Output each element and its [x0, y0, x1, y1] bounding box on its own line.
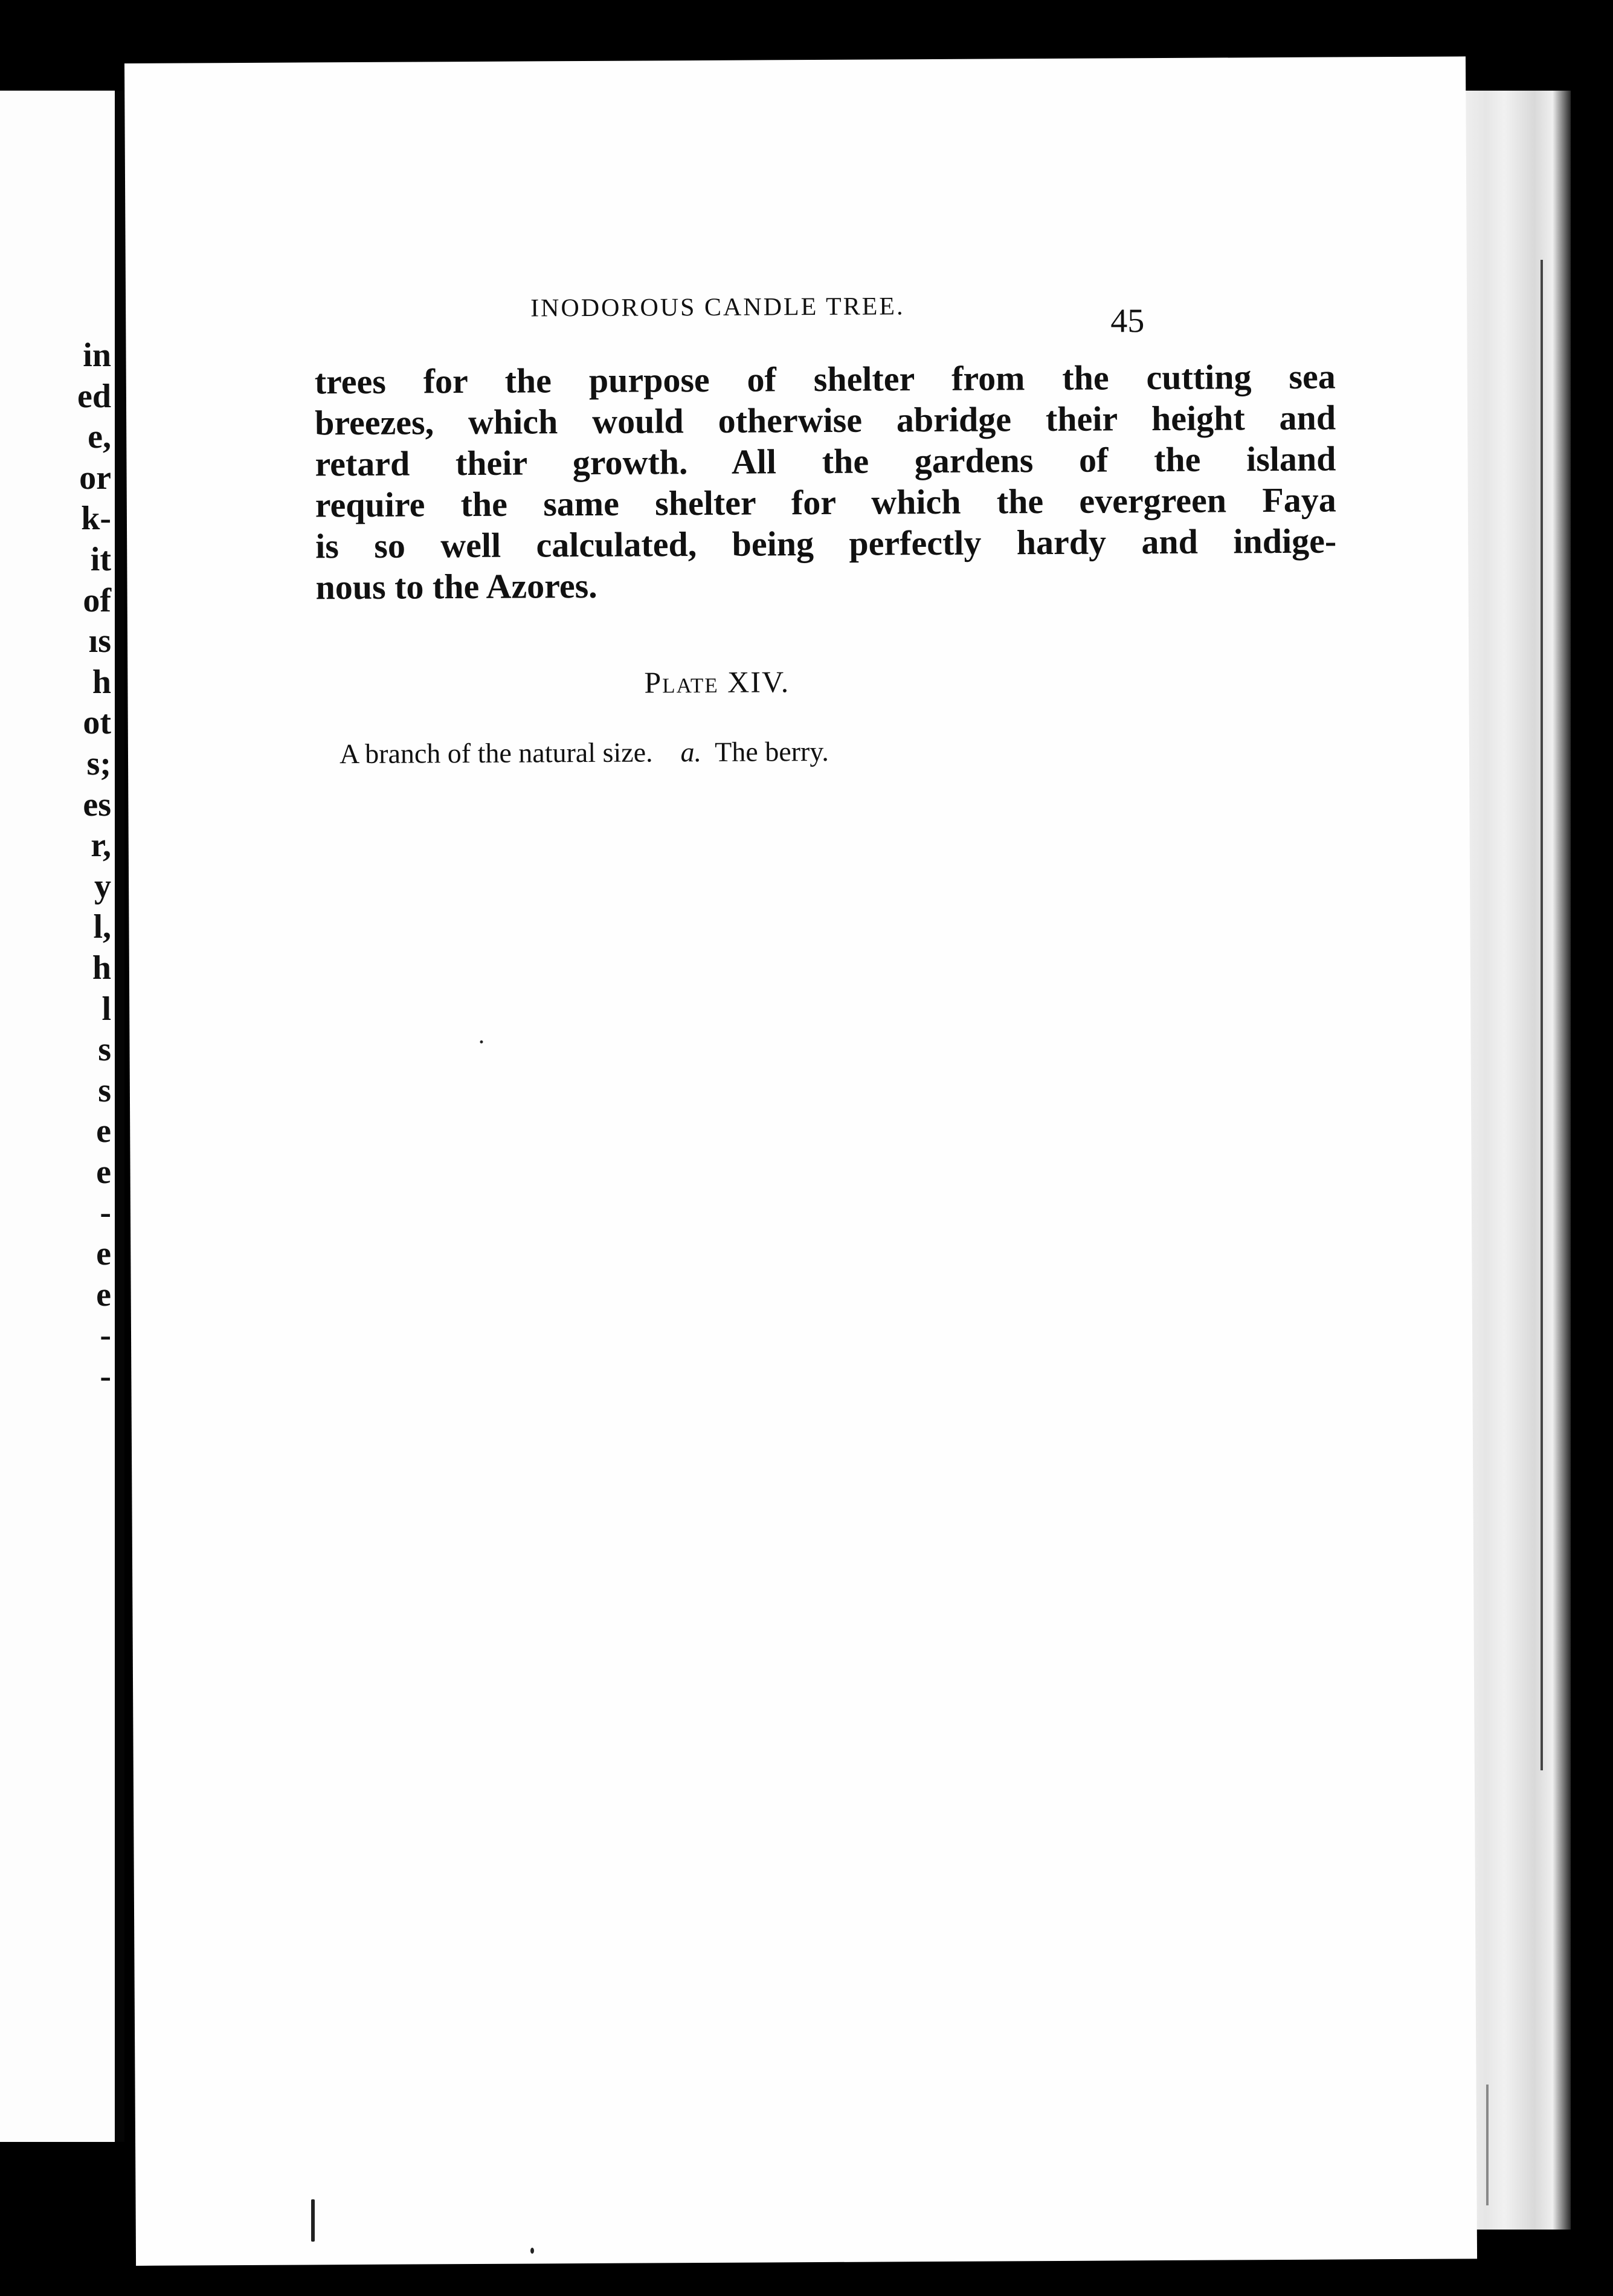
facing-page-fragment: h: [92, 663, 111, 701]
facing-page-fragment: l,: [93, 908, 111, 946]
scan-mark: [530, 2248, 534, 2254]
text-line: breezes, which would otherwise abridge their height and: [314, 398, 1336, 443]
text-line: trees for the purpose of shelter from the cutting sea: [314, 356, 1336, 402]
facing-page-fragment: k-: [81, 500, 111, 538]
page-edge-line: [1486, 2085, 1489, 2205]
body-paragraph: [315, 356, 1337, 608]
facing-page-fragment: s: [98, 1071, 111, 1109]
facing-page-fragment: or: [79, 459, 111, 497]
facing-page-fragment: e: [96, 1112, 111, 1150]
facing-page-fragment: es: [83, 785, 111, 824]
caption-text: The berry.: [715, 735, 829, 767]
text-line: require the same shelter for which the evergreen Faya: [315, 480, 1336, 525]
facing-page-fragment: -: [100, 1357, 111, 1395]
facing-page-fragment: -: [100, 1194, 111, 1232]
caption-text: A branch of the natural size.: [339, 737, 653, 770]
book-page: [124, 56, 1477, 2266]
facing-page-text-fragments: [0, 335, 115, 1397]
facing-page-fragment: -: [100, 1317, 111, 1355]
facing-page-fragment: ot: [83, 704, 111, 742]
plate-caption: [340, 735, 829, 770]
facing-page-fragment: y: [94, 867, 111, 905]
text-line: nous to the Azores.: [315, 566, 597, 607]
facing-page-fragment: it: [90, 540, 111, 578]
facing-page-fragment: e: [96, 1275, 111, 1314]
facing-page-fragment: e: [96, 1235, 111, 1273]
facing-page-fragment: e: [96, 1153, 111, 1191]
text-line: is so well calculated, being perfectly hardy and indige-: [315, 521, 1337, 566]
page-number: 45: [1110, 302, 1145, 340]
paper-speck: [480, 1040, 483, 1043]
plate-title: Plate XIV.: [644, 665, 790, 700]
facing-page-fragment: h: [92, 949, 111, 987]
facing-page-fragment: e,: [88, 418, 111, 456]
facing-page-fragment: in: [83, 337, 111, 374]
caption-letter: a.: [680, 737, 702, 768]
facing-page-fragment: of: [83, 581, 111, 619]
text-line: retard their growth. All the gardens of the island: [315, 439, 1336, 484]
facing-page-fragment: l: [101, 990, 111, 1028]
page-header: [126, 289, 1467, 344]
scan-mark: [311, 2199, 315, 2242]
facing-page-fragment: s: [98, 1031, 111, 1069]
page-edge-line: [1541, 260, 1543, 1770]
book-gutter: [115, 91, 124, 2142]
facing-page-fragment: ed: [77, 377, 111, 415]
running-head: INODOROUS CANDLE TREE.: [530, 292, 905, 323]
facing-page-fragment: r,: [91, 827, 111, 865]
facing-page-fragment: s;: [86, 744, 111, 782]
facing-page-fragment: ıs: [88, 622, 111, 660]
